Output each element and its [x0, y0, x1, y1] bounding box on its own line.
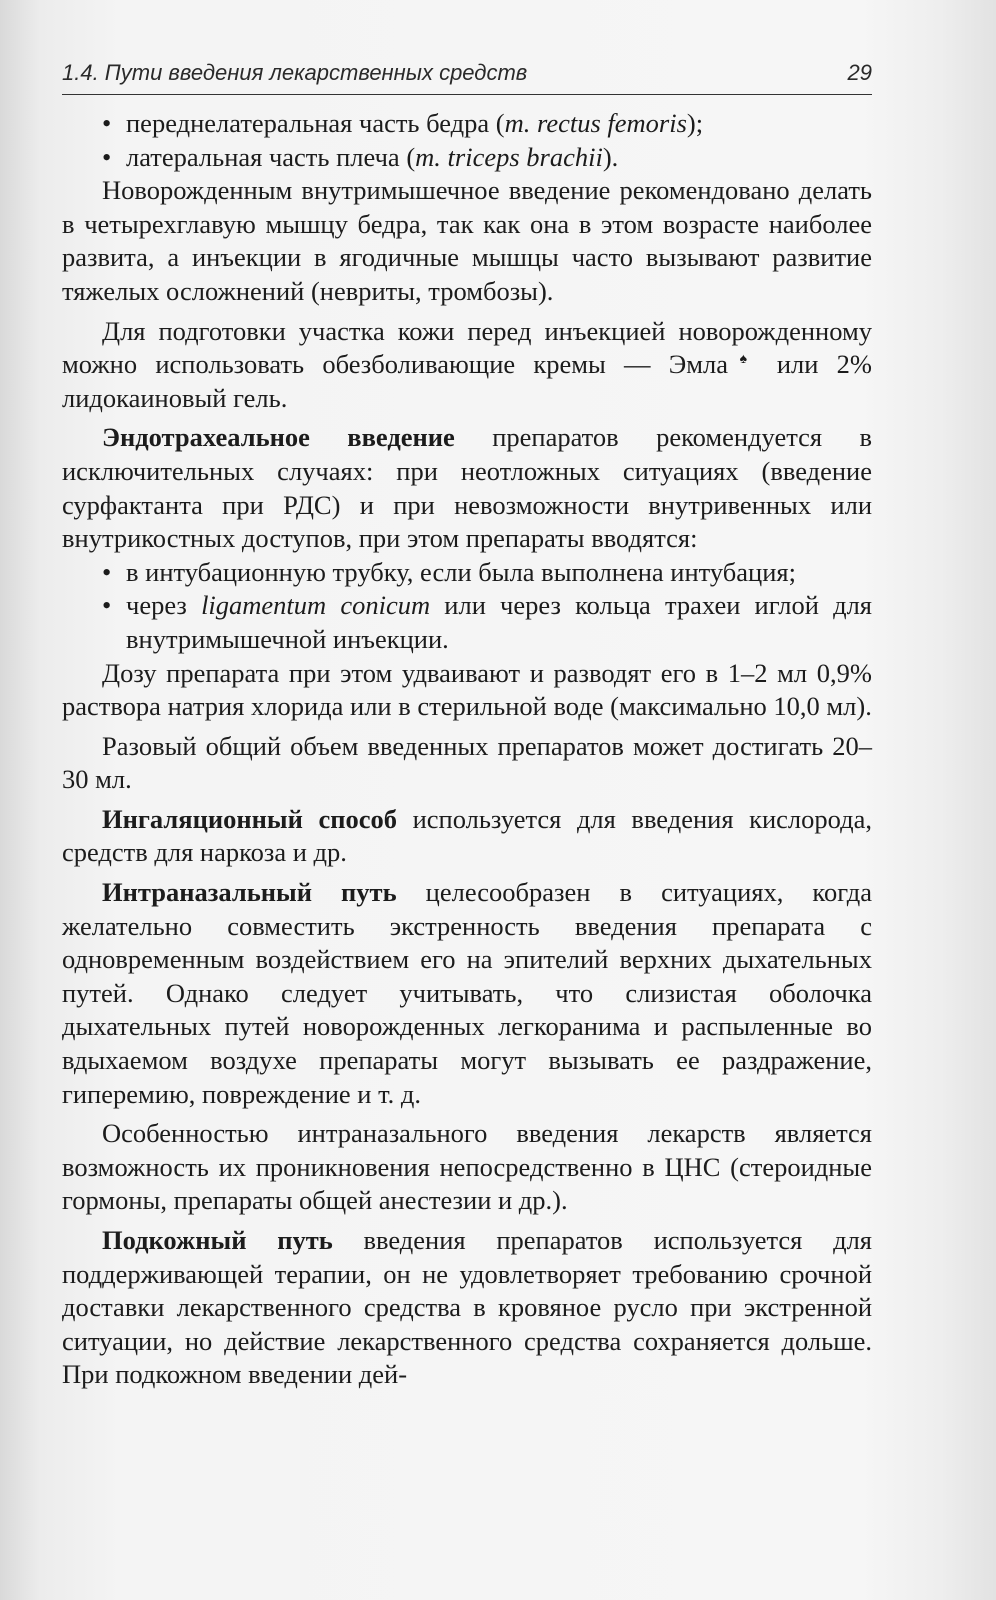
bullet-icon: •: [102, 556, 112, 587]
term-heading: Интраназальный путь: [102, 877, 397, 908]
list-item: • через ligamentum conicum или через кольца трахеи иглой для внутримышечной инъекции.: [102, 590, 872, 654]
trademark-mark: ♠: [728, 352, 759, 368]
paragraph: Дозу препарата при этом удваивают и разводят его в 1–2 мл 0,9% раствора натрия хлорида или в стерильной воде (максимально 10,0 мл).: [62, 657, 872, 722]
term-heading: Подкожный путь: [102, 1225, 333, 1255]
book-page: [62, 60, 872, 1392]
term-heading: Ингаляционный способ: [102, 803, 398, 834]
bullet-icon: •: [102, 590, 112, 621]
list-item: • латеральная часть плеча (m. triceps brachii).: [62, 141, 872, 175]
paragraph: Ингаляционный способ используется для введения кислорода, средств для наркоза и др.: [62, 803, 872, 868]
list-item: • в интубационную трубку, если была выполнена интубация;: [62, 556, 872, 590]
paragraph: Эндотрахеальное введение препаратов рекомендуется в исключительных случаях: при неотложных ситуациях (введение сурфактанта при РДС) и при невозможности внутривенных или внутрикостных доступов, при этом препараты вводятся:: [62, 422, 872, 554]
bullet-icon: •: [102, 108, 112, 138]
body-text: [62, 107, 872, 1392]
paragraph: Новорожденным внутримышечное введение рекомендовано делать в четырехглавую мышцу бедра, так как она в этом возрасте наиболее развита, а инъекции в ягодичные мышцы часто вызывают развитие тяжелых осложнений (невриты, тромбозы).: [62, 175, 872, 306]
bullet-icon: •: [102, 141, 112, 172]
list-item: • переднелатеральная часть бедра (m. rectus femoris);: [62, 107, 872, 141]
paragraph: Интраназальный путь целесообразен в ситуациях, когда желательно совместить экстренность введения препарата с одновременным воздействием его на эпителий верхних дыхательных путей. Однако следует учитывать, что слизистая оболочка дыхательных путей новорожденных легкоранима и распыленные во вдыхаемом воздухе препараты могут вызывать ее раздражение, гиперемию, повреждение и т. д.: [62, 877, 872, 1109]
section-title: 1.4. Пути введения лекарственных средств: [62, 60, 528, 85]
paragraph: Особенностью интраназального введения лекарств является возможность их проникновения непосредственно в ЦНС (стероидные гормоны, препараты общей анестезии и др.).: [62, 1118, 872, 1216]
paragraph: Для подготовки участка кожи перед инъекцией новорожденному можно использовать обезболивающие кремы — Эмла♠ или 2% лидокаиновый гель.: [62, 315, 872, 413]
paragraph: Подкожный путь введения препаратов используется для поддерживающей терапии, он не удовлетворяет требованию срочной доставки лекарственного средства в кровяное русло при экстренной ситуации, но действие лекарственного средства сохраняется дольше. При подкожном введении дей-: [62, 1225, 872, 1390]
page-number: 29: [847, 60, 872, 85]
paragraph: Разовый общий объем введенных препаратов может достигать 20–30 мл.: [62, 730, 872, 795]
running-head: [62, 60, 872, 95]
term-heading: Эндотрахеальное введение: [102, 422, 455, 453]
